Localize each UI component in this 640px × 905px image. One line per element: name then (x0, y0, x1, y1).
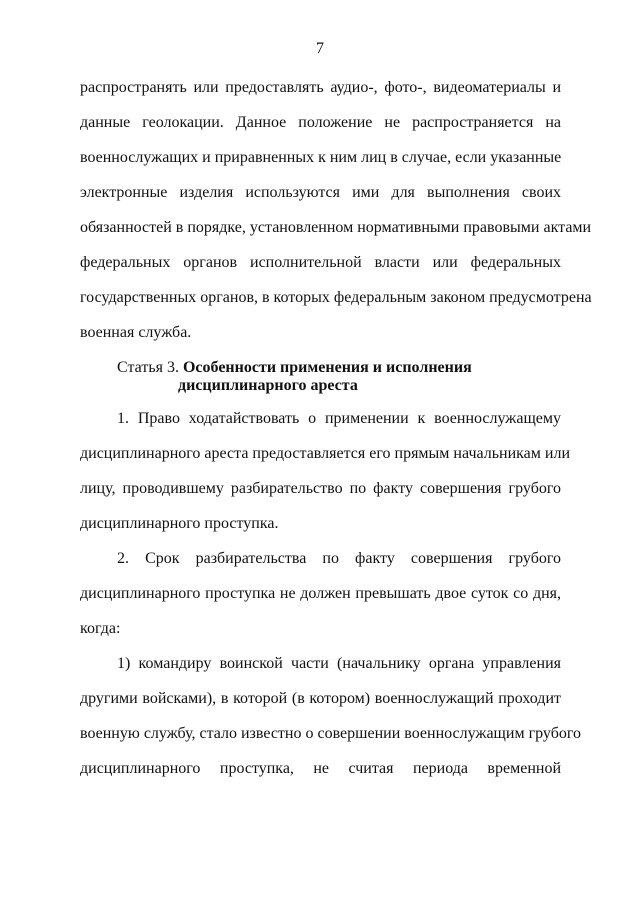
text-line: обязанностей в порядке, установленном нормативными правовыми актами (80, 219, 592, 236)
article-prefix: Статья 3. (117, 359, 183, 376)
text-line: 1) командиру воинской части (начальнику органа управления (117, 655, 561, 672)
text-line: дисциплинарного проступка. (80, 515, 279, 532)
text-line: лицу, проводившему разбирательство по факту совершения грубого (80, 480, 561, 497)
text-line: распространять или предоставлять аудио-, фото-, видеоматериалы и (80, 79, 561, 96)
text-line: электронные изделия используются ими для выполнения своих (80, 184, 561, 201)
text-line: дисциплинарного ареста предоставляется его прямым начальникам или (80, 445, 571, 462)
article-title-line-2: дисциплинарного ареста (178, 377, 358, 394)
text-line: военную службу, стало известно о совершении военнослужащим грубого (80, 725, 582, 742)
text-line: федеральных органов исполнительной власти или федеральных (80, 254, 561, 271)
text-line: другими войсками), в которой (в котором) военнослужащий проходит (80, 690, 561, 707)
text-line: военная служба. (80, 324, 192, 341)
text-line: 2. Срок разбирательства по факту совершения грубого (117, 550, 561, 567)
text-line: государственных органов, в которых федеральным законом предусмотрена (80, 289, 592, 306)
text-line: данные геолокации. Данное положение не распространяется на (80, 114, 561, 131)
text-line: когда: (80, 620, 121, 637)
text-line: дисциплинарного проступка не должен превышать двое суток со дня, (80, 585, 561, 602)
article-title-line-1: Особенности применения и исполнения (182, 359, 472, 376)
article-heading (117, 358, 561, 378)
text-line: дисциплинарного проступка, не считая периода временной (80, 760, 561, 777)
text-line: военнослужащих и приравненных к ним лиц в случае, если указанные (80, 149, 562, 166)
page-number: 7 (316, 40, 324, 57)
text-line: 1. Право ходатайствовать о применении к военнослужащему (117, 410, 561, 427)
